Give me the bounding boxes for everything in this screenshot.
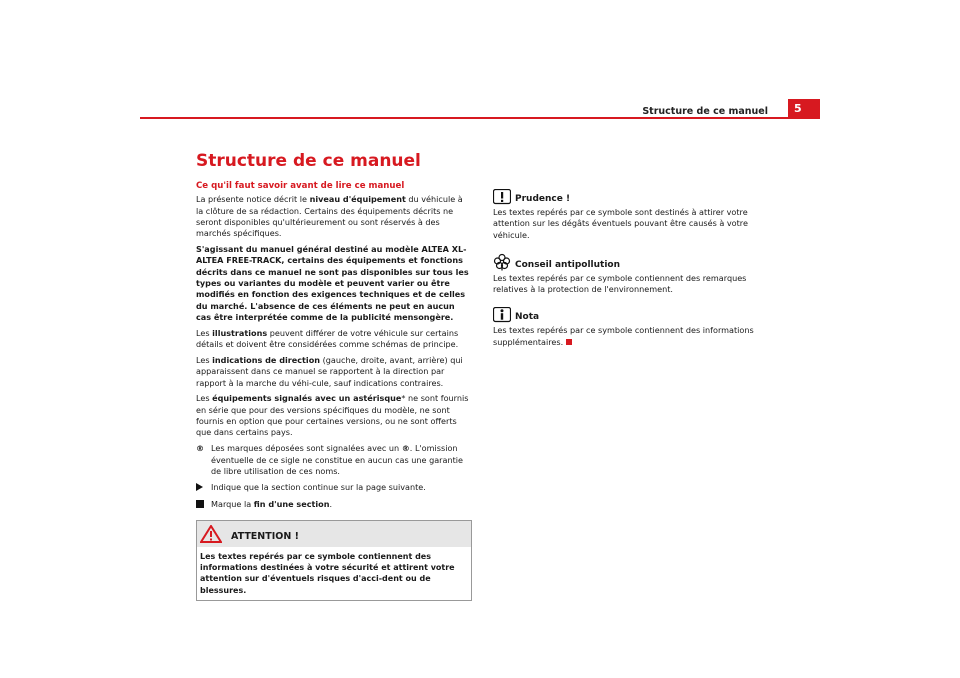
paragraph-asterisk: Les équipements signalés avec un astérisque* ne sont fournis en série que pour des versions spécifiques du modèle, ne sont fournis en option que pour certaines versions, ou ne sont offerts que dans certains pays. [196, 393, 469, 438]
list-item-end [196, 499, 472, 511]
list-item-trademark [196, 443, 472, 477]
eco-body: Les textes repérés par ce symbole contiennent des remarques relatives à la protection de l'environnement. [493, 272, 747, 295]
note-body: Les textes repérés par ce symbole contiennent des informations supplémentaires. [493, 325, 754, 347]
warning-header [197, 521, 471, 547]
eco-heading [493, 253, 773, 271]
page-number: 5 [788, 99, 820, 119]
section-subhead: Ce qu'il faut savoir avant de lire ce manuel [196, 181, 405, 191]
end-square-icon [196, 500, 204, 508]
list-item-text: Les marques déposées sont signalées avec un ®. L'omission éventuelle de ce sigle ne constitue en aucun cas une garantie de libre utilisation de ces noms. [211, 443, 463, 476]
list-item-text: Indique que la section continue sur la page suivante. [211, 481, 426, 492]
caution-title: Prudence ! [515, 193, 571, 204]
warning-body: Les textes repérés par ce symbole contiennent des informations destinées à votre sécurité et attirent votre attention sur d'éventuels risques d'acci-dent ou de blessures. [200, 551, 455, 595]
list-item-continue [196, 482, 472, 494]
eco-title: Conseil antipollution [515, 259, 621, 270]
caution-heading [493, 189, 773, 205]
eco-flower-icon [493, 253, 511, 271]
warning-box [196, 520, 472, 601]
page-header [0, 0, 960, 120]
paragraph-illustrations: Les illustrations peuvent différer de votre véhicule sur certains détails et doivent être considérées comme schémas de principe. [196, 327, 459, 350]
note-heading [493, 307, 773, 323]
continue-arrow-icon [196, 483, 203, 491]
left-column [196, 181, 472, 601]
warning-triangle-icon [200, 525, 222, 543]
caution-body: Les textes repérés par ce symbole sont destinés à attirer votre attention sur les dégâts éventuels pouvant être causés à votre véhicule. [493, 207, 748, 240]
page-title: Structure de ce manuel [196, 151, 421, 171]
caution-exclamation-icon [493, 189, 511, 205]
paragraph-directions: Les indications de direction (gauche, droite, avant, arrière) qui apparaissent dans ce manuel se rapportent à la direction par rapport à la marche du véhi-cule, sauf indications contraires. [196, 354, 463, 388]
header-title: Structure de ce manuel [642, 106, 768, 117]
end-section-icon [566, 339, 572, 345]
right-column [493, 189, 773, 353]
info-icon [493, 307, 511, 323]
list-item-text: Marque la fin d'une section. [211, 498, 333, 509]
warning-title: ATTENTION ! [231, 530, 299, 542]
registered-mark: ® [196, 443, 205, 454]
header-rule [140, 117, 820, 119]
paragraph-general-manual: S'agissant du manuel général destiné au modèle ALTEA XL-ALTEA FREE-TRACK, certains des équipements et fonctions décrits dans ce manuel ne sont pas disponibles sur tous les types ou variantes du modèle et peuvent varier ou être modifiés en fonction des exigences techniques et de celles du marché. L'absence de ces éléments ne peut en aucun cas être interprétée comme de la publicité mensongère. [196, 244, 469, 322]
paragraph-equipment: La présente notice décrit le niveau d'équipement du véhicule à la clôture de sa rédaction. Certains des équipements décrits ne seront disponibles qu'ultérieurement ou sont réservés à des marchés spécifiques. [196, 194, 463, 239]
note-title: Nota [515, 312, 540, 323]
